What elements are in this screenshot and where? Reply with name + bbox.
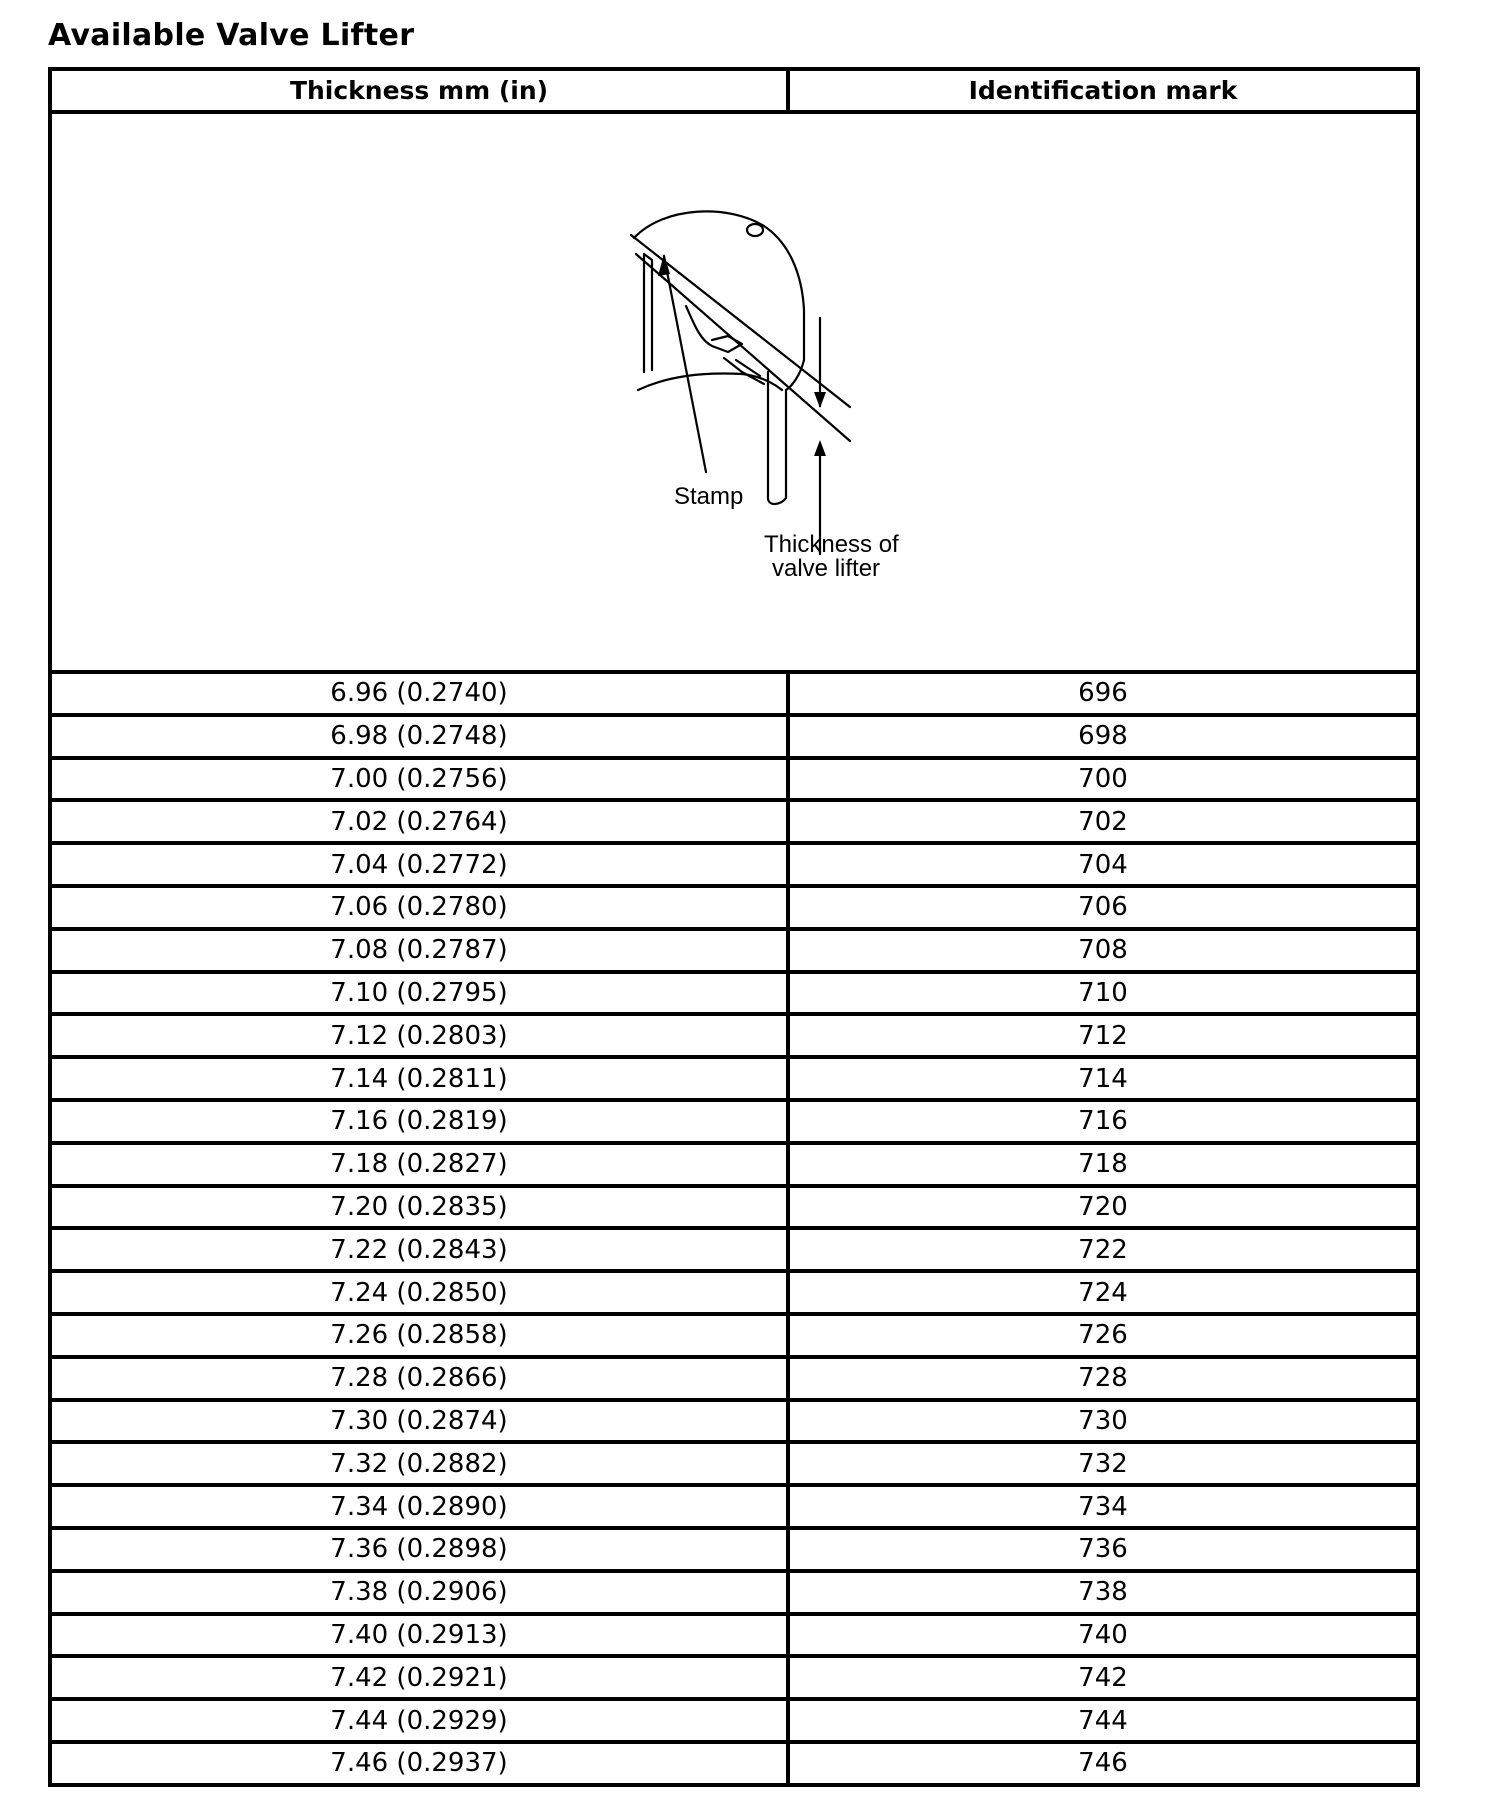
thickness-cell: 7.36 (0.2898) <box>50 1528 788 1571</box>
table-row <box>50 1614 1418 1657</box>
identification-mark-cell: 706 <box>788 886 1418 929</box>
table-header-row <box>50 69 1418 112</box>
identification-mark-cell: 742 <box>788 1656 1418 1699</box>
identification-mark-cell: 702 <box>788 800 1418 843</box>
thickness-cell: 7.32 (0.2882) <box>50 1442 788 1485</box>
thickness-of-label: Thickness of <box>764 531 899 558</box>
table-row <box>50 715 1418 758</box>
identification-mark-cell: 700 <box>788 758 1418 801</box>
identification-mark-column-header: Identification mark <box>788 69 1418 112</box>
table-row <box>50 1314 1418 1357</box>
table-row <box>50 800 1418 843</box>
thickness-cell: 7.02 (0.2764) <box>50 800 788 843</box>
identification-mark-cell: 714 <box>788 1057 1418 1100</box>
table-row <box>50 1400 1418 1443</box>
identification-mark-cell: 696 <box>788 672 1418 715</box>
table-row <box>50 1100 1418 1143</box>
identification-mark-cell: 740 <box>788 1614 1418 1657</box>
identification-mark-cell: 708 <box>788 929 1418 972</box>
thickness-cell: 7.00 (0.2756) <box>50 758 788 801</box>
thickness-cell: 7.28 (0.2866) <box>50 1357 788 1400</box>
identification-mark-cell: 722 <box>788 1228 1418 1271</box>
thickness-cell: 7.40 (0.2913) <box>50 1614 788 1657</box>
valve-lifter-table <box>48 67 1420 1787</box>
identification-mark-cell: 720 <box>788 1186 1418 1229</box>
thickness-cell: 7.22 (0.2843) <box>50 1228 788 1271</box>
identification-mark-cell: 728 <box>788 1357 1418 1400</box>
table-row <box>50 1186 1418 1229</box>
thickness-column-header: Thickness mm (in) <box>50 69 788 112</box>
identification-mark-cell: 732 <box>788 1442 1418 1485</box>
thickness-cell: 7.06 (0.2780) <box>50 886 788 929</box>
identification-mark-cell: 734 <box>788 1485 1418 1528</box>
table-row <box>50 1699 1418 1742</box>
valve-lifter-diagram <box>52 114 1420 670</box>
table-row <box>50 1271 1418 1314</box>
table-row <box>50 1485 1418 1528</box>
thickness-arrowhead-top <box>814 392 826 408</box>
thickness-cell: 7.44 (0.2929) <box>50 1699 788 1742</box>
figure-cell <box>50 112 1418 672</box>
oil-hole <box>747 224 763 236</box>
table-row <box>50 1442 1418 1485</box>
identification-mark-cell: 698 <box>788 715 1418 758</box>
thickness-cell: 7.12 (0.2803) <box>50 1014 788 1057</box>
table-row <box>50 972 1418 1015</box>
page-title: Available Valve Lifter <box>48 18 415 53</box>
table-row <box>50 1571 1418 1614</box>
thickness-cell: 7.26 (0.2858) <box>50 1314 788 1357</box>
table-row <box>50 1228 1418 1271</box>
table-row <box>50 1143 1418 1186</box>
thickness-cell: 7.38 (0.2906) <box>50 1571 788 1614</box>
thickness-cell: 7.20 (0.2835) <box>50 1186 788 1229</box>
valve-lifter-label: valve lifter <box>772 555 881 582</box>
identification-mark-cell: 726 <box>788 1314 1418 1357</box>
identification-mark-cell: 704 <box>788 843 1418 886</box>
identification-mark-cell: 718 <box>788 1143 1418 1186</box>
table-row <box>50 886 1418 929</box>
stamp-label: Stamp <box>674 483 744 510</box>
thickness-cell: 7.04 (0.2772) <box>50 843 788 886</box>
stem-recess <box>686 306 742 352</box>
thickness-cell: 7.24 (0.2850) <box>50 1271 788 1314</box>
identification-mark-cell: 716 <box>788 1100 1418 1143</box>
thickness-cell: 7.30 (0.2874) <box>50 1400 788 1443</box>
table-row <box>50 1057 1418 1100</box>
identification-mark-cell: 712 <box>788 1014 1418 1057</box>
thickness-cell: 6.96 (0.2740) <box>50 672 788 715</box>
thickness-cell: 7.42 (0.2921) <box>50 1656 788 1699</box>
thickness-arrowhead-bottom <box>814 440 826 456</box>
table-row <box>50 929 1418 972</box>
table-row <box>50 758 1418 801</box>
thickness-cell: 7.08 (0.2787) <box>50 929 788 972</box>
table-row <box>50 1014 1418 1057</box>
identification-mark-cell: 736 <box>788 1528 1418 1571</box>
identification-mark-cell: 738 <box>788 1571 1418 1614</box>
table-row <box>50 1656 1418 1699</box>
table-row <box>50 672 1418 715</box>
table-row <box>50 1742 1418 1785</box>
thickness-cell: 7.14 (0.2811) <box>50 1057 788 1100</box>
thickness-cell: 6.98 (0.2748) <box>50 715 788 758</box>
identification-mark-cell: 724 <box>788 1271 1418 1314</box>
table-row <box>50 1528 1418 1571</box>
thickness-cell: 7.10 (0.2795) <box>50 972 788 1015</box>
identification-mark-cell: 730 <box>788 1400 1418 1443</box>
lifter-right-wall <box>768 372 786 504</box>
thickness-cell: 7.34 (0.2890) <box>50 1485 788 1528</box>
identification-mark-cell: 746 <box>788 1742 1418 1785</box>
lifter-left-wall <box>644 254 652 372</box>
thickness-cell: 7.16 (0.2819) <box>50 1100 788 1143</box>
figure-row <box>50 112 1418 672</box>
table-row <box>50 1357 1418 1400</box>
table-row <box>50 843 1418 886</box>
thickness-cell: 7.18 (0.2827) <box>50 1143 788 1186</box>
identification-mark-cell: 744 <box>788 1699 1418 1742</box>
thickness-cell: 7.46 (0.2937) <box>50 1742 788 1785</box>
identification-mark-cell: 710 <box>788 972 1418 1015</box>
